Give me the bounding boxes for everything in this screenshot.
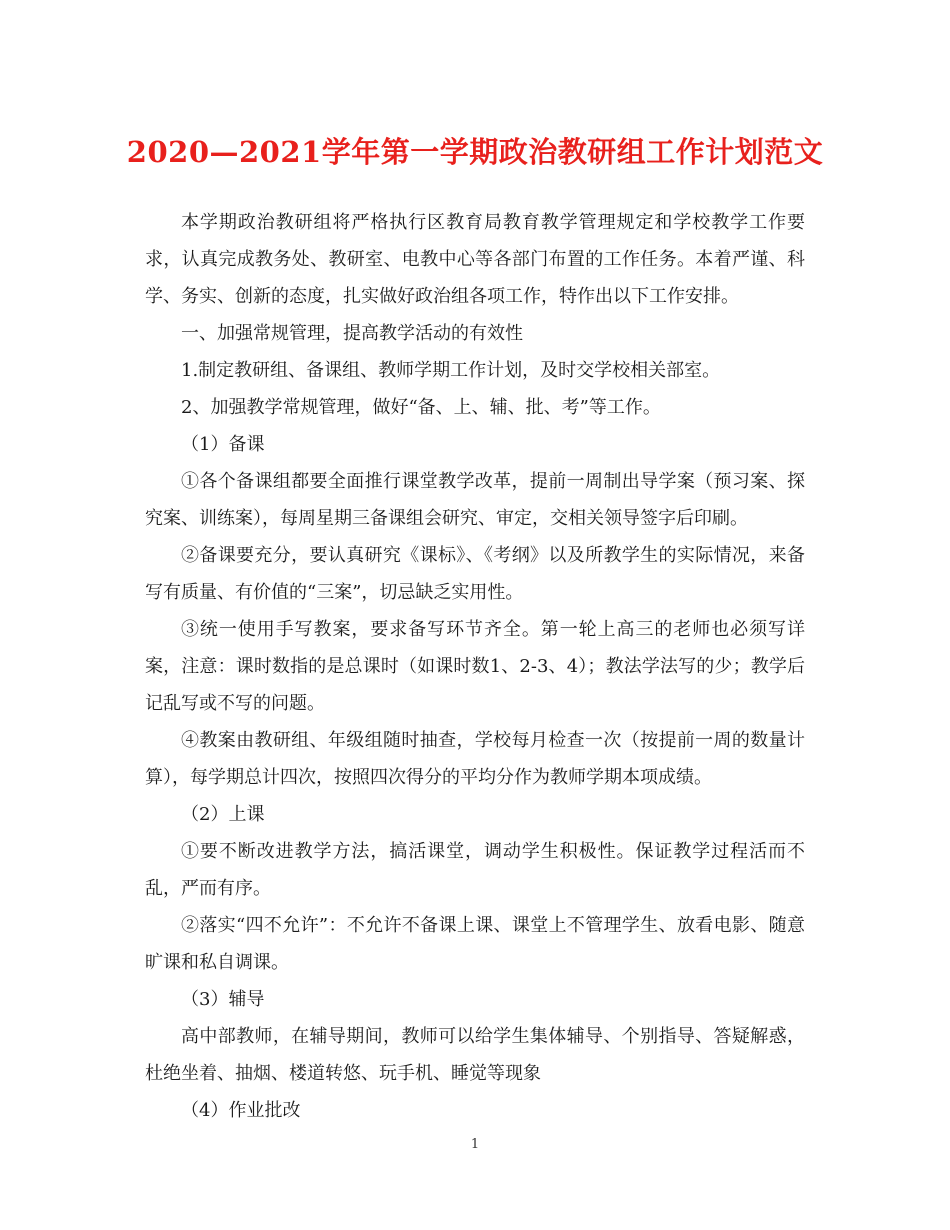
- paragraph-item-1: 1.制定教研组、备课组、教师学期工作计划，及时交学校相关部室。: [181, 360, 721, 381]
- subheading-homework: （4）作业批改: [181, 1100, 301, 1121]
- paragraph-prep-3: ③统一使用手写教案，要求备写环节齐全。第一轮上高三的老师也必须写详案，注意：课时数指的是总课时（如课时数1、2-3、4）；教法学法写的少；教学后记乱写或不写的问题。: [145, 619, 805, 714]
- document-title: 2020—2021学年第一学期政治教研组工作计划范文: [126, 135, 824, 169]
- paragraph-prep-4: ④教案由教研组、年级组随时抽查，学校每月检查一次（按提前一周的数量计算），每学期总计四次，按照四次得分的平均分作为教师学期本项成绩。: [145, 730, 805, 788]
- paragraph-tutoring: 高中部教师，在辅导期间，教师可以给学生集体辅导、个别指导、答疑解惑，杜绝坐着、抽烟、楼道转悠、玩手机、睡觉等现象: [145, 1026, 805, 1084]
- section-heading-1: 一、加强常规管理，提高教学活动的有效性: [181, 323, 523, 344]
- subheading-teaching: （2）上课: [181, 804, 265, 825]
- page-number: 1: [470, 1137, 480, 1152]
- document-body: [145, 204, 805, 1129]
- paragraph-teaching-1: ①要不断改进教学方法，搞活课堂，调动学生积极性。保证教学过程活而不乱，严而有序。: [145, 841, 805, 899]
- paragraph-prep-1: ①各个备课组都要全面推行课堂教学改革，提前一周制出导学案（预习案、探究案、训练案），每周星期三备课组会研究、审定，交相关领导签字后印刷。: [145, 471, 805, 529]
- subheading-tutoring: （3）辅导: [181, 989, 265, 1010]
- subheading-lesson-prep: （1）备课: [181, 434, 265, 455]
- paragraph-item-2: 2、加强教学常规管理，做好“备、上、辅、批、考”等工作。: [181, 397, 661, 418]
- paragraph-intro: 本学期政治教研组将严格执行区教育局教育教学管理规定和学校教学工作要求，认真完成教务处、教研室、电教中心等各部门布置的工作任务。本着严谨、科学、务实、创新的态度，扎实做好政治组各项工作，特作出以下工作安排。: [145, 212, 805, 307]
- paragraph-prep-2: ②备课要充分，要认真研究《课标》、《考纲》以及所教学生的实际情况，来备写有质量、有价值的“三案”，切忌缺乏实用性。: [145, 545, 805, 603]
- paragraph-teaching-2: ②落实“四不允许”：不允许不备课上课、课堂上不管理学生、放看电影、随意旷课和私自调课。: [145, 915, 805, 973]
